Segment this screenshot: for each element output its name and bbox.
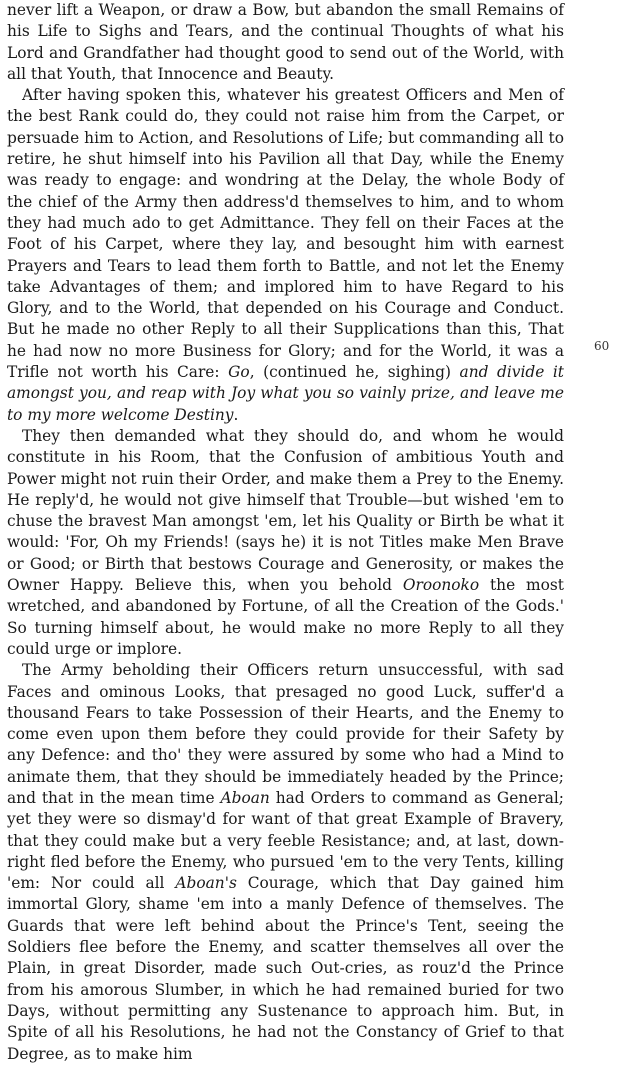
- paragraph-1: [7, 0, 564, 85]
- italic-run: Aboan's: [175, 874, 237, 893]
- text-run: After having spoken this, whatever his greatest Officers and Men of the best Rank could do, they could not raise him from the Carpet, or persuade him to Action, and Resolutions of Life; but commanding all to retire, he shut himself into his Pavilion all that Day, while the Enemy was ready to engage: and wondring at the Delay, the whole Body of the chief of the Army then address'd themselves to him, and to whom they had much ado to get Admittance. They fell on their Faces at the Foot of his Carpet, where they lay, and besought him with earnest Prayers and Tears to lead them forth to Battle, and not let the Enemy take Advantages of them; and implored him to have Regard to his Glory, and to the World, that depended on his Courage and Conduct. But he made no other Reply to all their Supplications than this, That he had now no more Business for Glory; and for the World, it was a Trifle not worth his Care:: [7, 86, 564, 382]
- page-number: 60: [594, 339, 610, 353]
- paragraph-4: [7, 660, 564, 1065]
- text-run: had Orders to command as General; yet they were so dismay'd for want of that great Example of Bravery, that they could make but a very feeble Resistance; and, at last, down-right fled before the Enemy, who pursued 'em to the very Tents, killing 'em: Nor could all: [7, 788, 564, 893]
- italic-run: Aboan: [220, 788, 270, 807]
- italic-run: and divide it amongst you, and reap with Joy what you so vainly prize, and leave me to my more welcome Destiny: [7, 363, 564, 424]
- italic-run: Go: [228, 363, 250, 382]
- text-run: They then demanded what they should do, and whom he would constitute in his Room, that the Confusion of ambitious Youth and Power might not ruin their Order, and make them a Prey to the Enemy. He reply'd, he would not give himself that Trouble—but wished 'em to chuse the bravest Man amongst 'em, let his Quality or Birth be what it would: 'For, Oh my Friends! (says he) it is not Titles make Men Brave or Good; or Birth that bestows Courage and Generosity, or makes the Owner Happy. Believe this, when you behold: [7, 426, 564, 595]
- paragraph-3: [7, 426, 564, 660]
- text-run: the most wretched, and abandoned by Fortune, of all the Creation of the Gods.' So turning himself about, he would make no more Reply to all they could urge or implore.: [7, 576, 564, 658]
- italic-run: Oroonoko: [402, 576, 480, 595]
- text-run: never lift a Weapon, or draw a Bow, but abandon the small Remains of his Life to Sighs and Tears, and the continual Thoughts of what his Lord and Grandfather had thought good to send out of the World, with all that Youth, that Innocence and Beauty.: [7, 1, 564, 83]
- text-run: .: [233, 405, 239, 424]
- paragraph-2: [7, 85, 564, 426]
- page-body: [7, 0, 564, 1065]
- text-run: , (continued he, sighing): [249, 363, 460, 382]
- text-run: Courage, which that Day gained him immortal Glory, shame 'em into a manly Defence of themselves. The Guards that were left behind about the Prince's Tent, seeing the Soldiers flee before the Enemy, and scatter themselves all over the Plain, in great Disorder, made such Out-cries, as rouz'd the Prince from his amorous Slumber, in which he had remained buried for two Days, without permitting any Sustenance to approach him. But, in Spite of all his Resolutions, he had not the Constancy of Grief to that Degree, as to make him: [7, 874, 565, 1063]
- text-run: The Army beholding their Officers return unsuccessful, with sad Faces and ominous Looks, that presaged no good Luck, suffer'd a thousand Fears to take Possession of their Hearts, and the Enemy to come even upon them before they could provide for their Safety by any Defence: and tho' they were assured by some who had a Mind to animate them, that they should be immediately headed by the Prince; and that in the mean time: [7, 661, 564, 807]
